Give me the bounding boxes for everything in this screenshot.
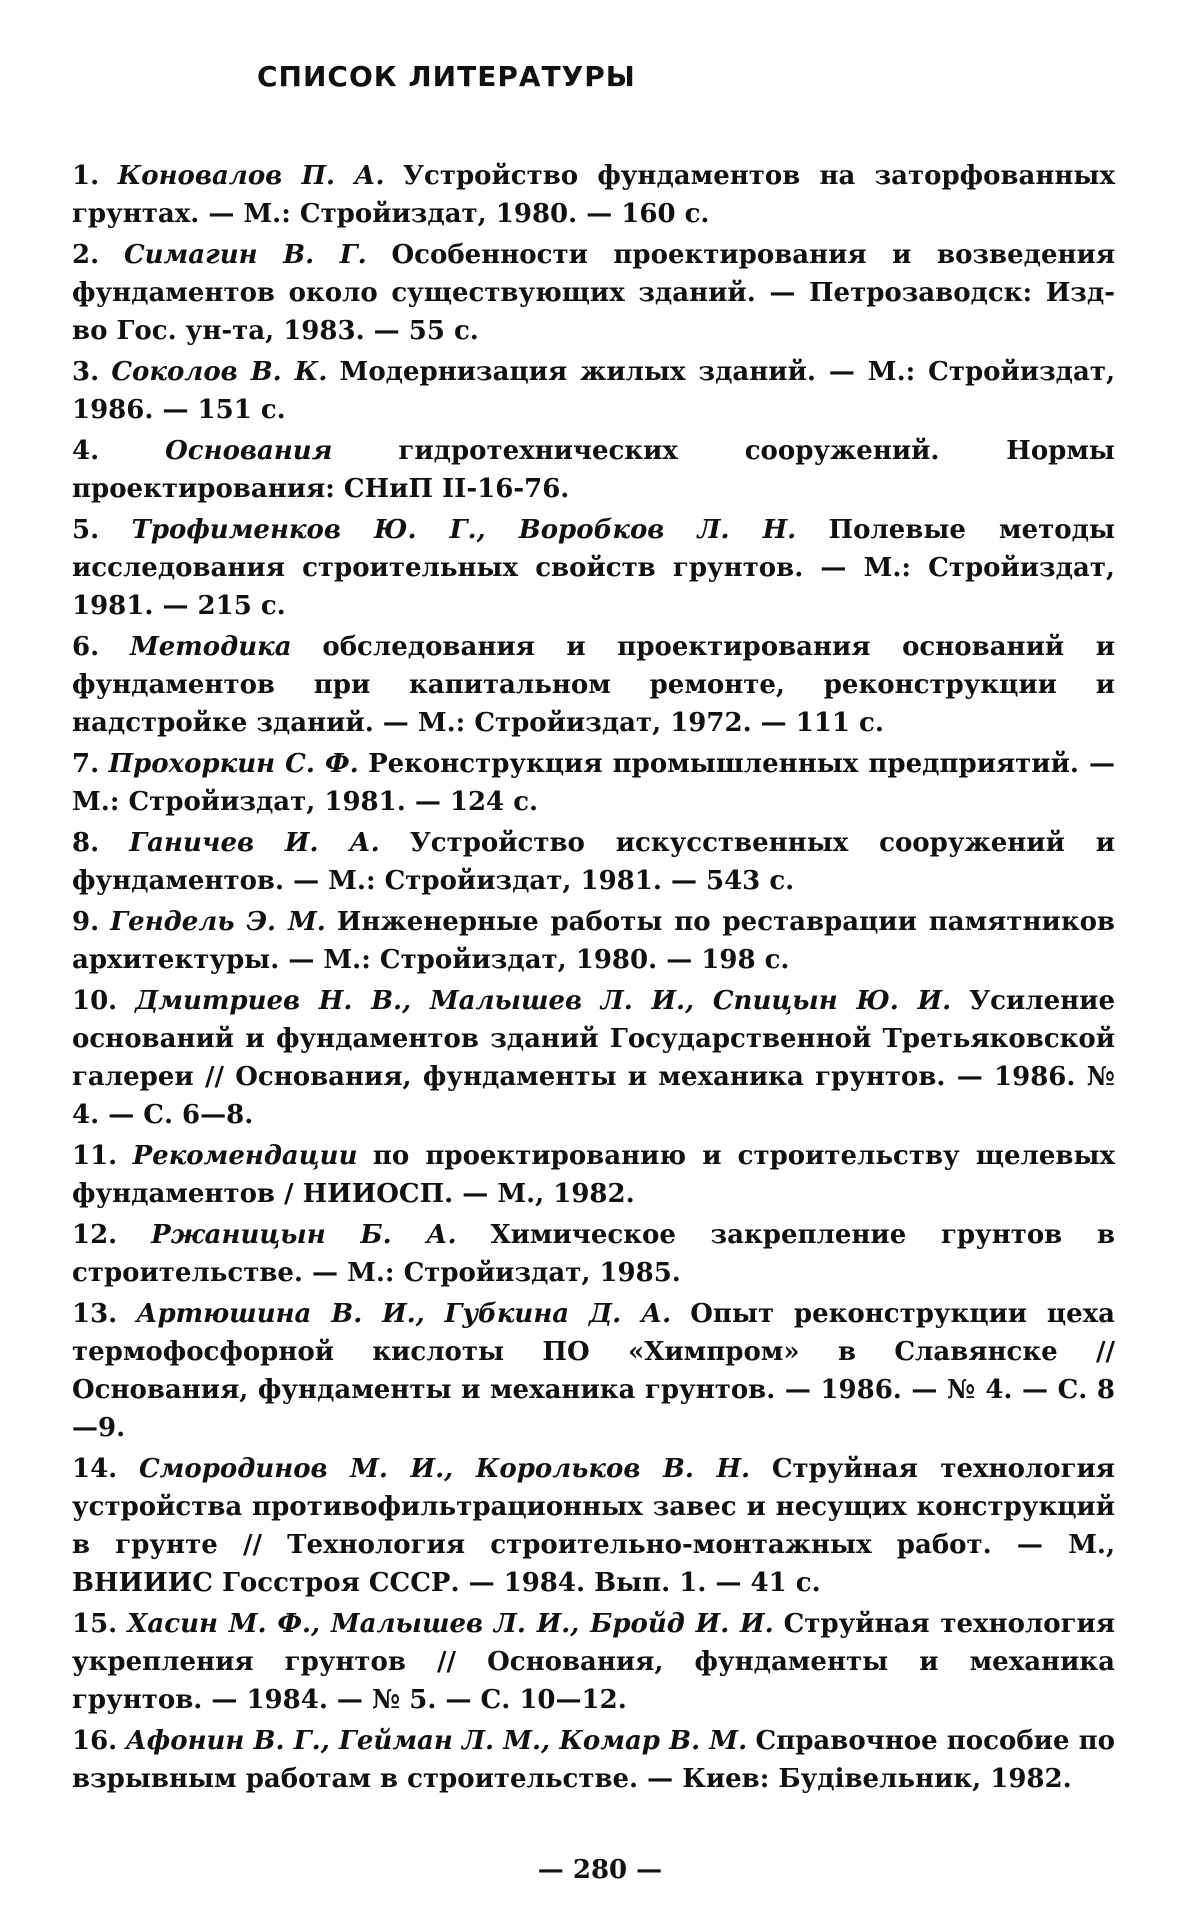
reference-item <box>72 1295 1115 1447</box>
reference-text: Инженерные работы по реставрации памятников архитектуры. — М.: Стройиздат, 1980. — 198 с. <box>72 907 1115 975</box>
reference-item <box>72 1216 1115 1292</box>
reference-item <box>72 1137 1115 1213</box>
reference-number: 13. <box>72 1299 118 1329</box>
reference-text: Химическое закрепление грунтов в строительстве. — М.: Стройиздат, 1985. <box>72 1220 1116 1288</box>
reference-author: Коновалов П. А. <box>117 161 385 191</box>
reference-text: Модернизация жилых зданий. — М.: Стройиздат, 1986. — 151 с. <box>72 357 1116 425</box>
reference-author: Смородинов М. И., Корольков В. Н. <box>138 1454 751 1484</box>
reference-text: гидротехнических сооружений. Нормы проектирования: СНиП II-16-76. <box>72 436 1115 504</box>
reference-author: Соколов В. К. <box>111 357 328 387</box>
reference-author: Афонин В. Г., Гейман Л. М., Комар В. М. <box>125 1726 748 1756</box>
reference-list <box>72 157 1115 1798</box>
reference-number: 5. <box>72 515 100 545</box>
reference-author: Прохоркин С. Ф. <box>108 749 359 779</box>
reference-number: 15. <box>72 1609 118 1639</box>
reference-text: обследования и проектирования оснований и фундаментов при капитальном ремонте, реконструкции и надстройке зданий. — М.: Стройиздат, 1972. — 111 с. <box>72 632 1116 738</box>
reference-text: Реконструкция промышленных предприятий. — М.: Стройиздат, 1981. — 124 с. <box>72 749 1116 817</box>
reference-item <box>72 236 1115 350</box>
reference-item <box>72 157 1115 233</box>
reference-item <box>72 745 1115 821</box>
reference-text: Полевые методы исследования строительных свойств грунтов. — М.: Стройиздат, 1981. — 215 с. <box>72 515 1116 621</box>
reference-number: 16. <box>72 1726 118 1756</box>
reference-number: 9. <box>72 907 100 937</box>
reference-number: 11. <box>72 1141 118 1171</box>
reference-item <box>72 353 1115 429</box>
reference-number: 4. <box>72 436 100 466</box>
reference-author: Гендель Э. М. <box>110 907 326 937</box>
reference-author: Ганичев И. А. <box>129 828 380 858</box>
reference-number: 1. <box>72 161 100 191</box>
reference-author: Ржаницын Б. А. <box>151 1220 457 1250</box>
reference-text: Усиление оснований и фундаментов зданий Государственной Третьяковской галереи // Основания, фундаменты и механика грунтов. — 1986. № 4. — С. 6—8. <box>72 986 1116 1130</box>
reference-item <box>72 982 1115 1134</box>
reference-author: Рекомендации <box>132 1141 358 1171</box>
reference-item <box>72 432 1115 508</box>
reference-author: Трофименков Ю. Г., Воробков Л. Н. <box>131 515 797 545</box>
reference-text: Особенности проектирования и возведения фундаментов около существующих зданий. — Петрозаводск: Изд-во Гос. ун-та, 1983. — 55 с. <box>72 240 1116 346</box>
reference-author: Симагин В. Г. <box>123 240 367 270</box>
reference-text: Струйная технология устройства противофильтрационных завес и несущих конструкций в грунте // Технология строительно-монтажных работ. — М., ВНИИИС Госстроя СССР. — 1984. Вып. 1. — 41 с. <box>72 1454 1116 1598</box>
reference-author: Дмитриев Н. В., Малышев Л. И., Спицын Ю. И. <box>135 986 952 1016</box>
reference-text: Опыт реконструкции цеха термофосфорной кислоты ПО «Химпром» в Славянске // Основания, фундаменты и механика грунтов. — 1986. — № 4. — С. 8—9. <box>72 1299 1116 1443</box>
reference-author: Основания <box>165 436 333 466</box>
reference-text: Справочное пособие по взрывным работам в строительстве. — Киев: Будівельник, 1982. <box>72 1726 1116 1794</box>
reference-text: Устройство искусственных сооружений и фундаментов. — М.: Стройиздат, 1981. — 543 с. <box>72 828 1115 896</box>
reference-number: 10. <box>72 986 118 1016</box>
reference-author: Методика <box>129 632 292 662</box>
reference-item <box>72 1605 1115 1719</box>
reference-item <box>72 1450 1115 1602</box>
reference-item <box>72 824 1115 900</box>
page-title: СПИСОК ЛИТЕРАТУРЫ <box>257 60 636 93</box>
page-number: — 280 — <box>537 1855 663 1885</box>
reference-text: по проектированию и строительству щелевых фундаментов / НИИОСП. — М., 1982. <box>72 1141 1116 1209</box>
reference-number: 3. <box>72 357 100 387</box>
reference-number: 6. <box>72 632 100 662</box>
reference-number: 8. <box>72 828 100 858</box>
reference-number: 14. <box>72 1454 118 1484</box>
reference-item <box>72 903 1115 979</box>
reference-item <box>72 1722 1115 1798</box>
reference-number: 12. <box>72 1220 118 1250</box>
reference-text: Устройство фундаментов на заторфованных грунтах. — М.: Стройиздат, 1980. — 160 с. <box>72 161 1115 229</box>
reference-item <box>72 511 1115 625</box>
reference-text: Струйная технология укрепления грунтов // Основания, фундаменты и механика грунтов. — 1984. — № 5. — С. 10—12. <box>72 1609 1116 1715</box>
reference-number: 2. <box>72 240 100 270</box>
reference-number: 7. <box>72 749 100 779</box>
reference-author: Артюшина В. И., Губкина Д. А. <box>136 1299 672 1329</box>
reference-author: Хасин М. Ф., Малышев Л. И., Бройд И. И. <box>127 1609 774 1639</box>
reference-item <box>72 628 1115 742</box>
